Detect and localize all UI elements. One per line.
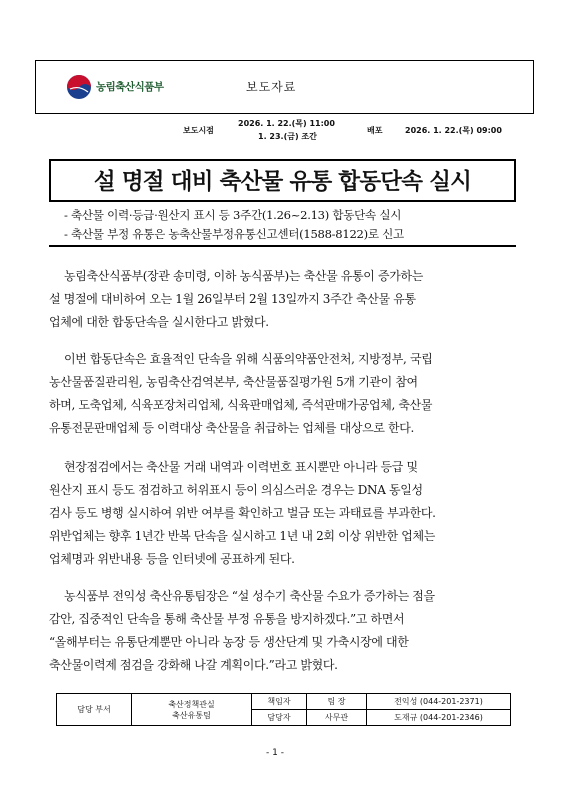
paragraph-line: 업체에 대한 합동단속을 실시한다고 밝혔다.: [49, 315, 269, 329]
paragraph-line: 농식품부 전익성 축산유통팀장은 “설 성수기 축산물 수요가 증가하는 점을: [64, 589, 435, 603]
page-number: - 1 -: [266, 748, 284, 758]
person-title: 사무관: [307, 710, 367, 726]
subtitle-1: - 축산물 이력·등급·원산지 표시 등 3주간(1.26~2.13) 합동단속 실시: [64, 208, 402, 222]
responsible-title: 팀 장: [307, 694, 367, 710]
paragraph-line: 축산물이력제 점검을 강화해 나갈 계획이다.”라고 밝혔다.: [49, 658, 338, 672]
ministry-name: 농림축산식품부: [96, 81, 164, 93]
paragraph-line: 농림축산식품부(장관 송미령, 이하 농식품부)는 축산물 유통이 증가하는: [64, 269, 423, 283]
subtitle-underline: [49, 245, 516, 247]
paragraph-line: 감안, 집중적인 단속을 통해 축산물 부정 유통을 방지하겠다.”고 하면서: [49, 612, 405, 626]
responsible-name: 전익성 (044-201-2371): [367, 694, 511, 710]
ministry-logo-icon: [66, 74, 92, 100]
paragraph-line: 설 명절에 대비하여 오는 1월 26일부터 2월 13일까지 3주간 축산물 유통: [49, 292, 416, 306]
dept-label: 담당 부서: [57, 694, 132, 726]
paragraph-line: “올해부터는 유통단계뿐만 아니라 농장 등 생산단계 및 가축시장에 대한: [49, 635, 409, 649]
paragraph-line: 검사 등도 병행 실시하여 위반 여부를 확인하고 벌금 또는 과태료를 부과한다.: [49, 506, 436, 520]
paragraph-line: 위반업체는 향후 1년간 반복 단속을 실시하고 1년 내 2회 이상 위반한 업체는: [49, 529, 435, 543]
team-name: 축산유통팀: [172, 710, 211, 720]
subtitle-2: - 축산물 부정 유통은 농축산물부정유통신고센터(1588-8122)로 신고: [64, 227, 404, 241]
release-time-line1: 2026. 1. 22.(목) 11:00: [238, 119, 335, 128]
paragraph-line: 원산지 표시 등도 점검하고 허위표시 등이 의심스러운 경우는 DNA 동일성: [49, 483, 423, 497]
distribution-label: 배포: [367, 126, 383, 135]
paragraph-line: 이번 합동단속은 효율적인 단속을 위해 식품의약품안전처, 지방정부, 국립: [64, 352, 433, 366]
page-title: 설 명절 대비 축산물 유통 합동단속 실시: [93, 169, 472, 195]
paragraph-line: 유통전문판매업체 등 이력대상 축산물을 취급하는 업체를 대상으로 한다.: [49, 421, 414, 435]
contact-table: [56, 693, 511, 726]
release-time-line2: 1. 23.(금) 조간: [258, 132, 317, 141]
paragraph-line: 농산물품질관리원, 농림축산검역본부, 축산물품질평가원 5개 기관이 참여: [49, 375, 418, 389]
paragraph-line: 현장점검에서는 축산물 거래 내역과 이력번호 표시뿐만 아니라 등급 및: [64, 460, 418, 474]
dept-name: [132, 694, 252, 726]
document-type: 보도자료: [246, 80, 297, 94]
paragraph-line: 하며, 도축업체, 식육포장처리업체, 식육판매업체, 즉석판매가공업체, 축산물: [49, 398, 433, 412]
release-time-label: 보도시점: [183, 126, 214, 135]
person-name: 도재규 (044-201-2346): [367, 710, 511, 726]
person-label: 담당자: [252, 710, 307, 726]
paragraph-line: 업체명과 위반내용 등을 인터넷에 공표하게 된다.: [49, 552, 295, 566]
bureau-name: 축산정책관실: [168, 699, 215, 709]
responsible-label: 책임자: [252, 694, 307, 710]
distribution-date: 2026. 1. 22.(목) 09:00: [405, 126, 502, 135]
